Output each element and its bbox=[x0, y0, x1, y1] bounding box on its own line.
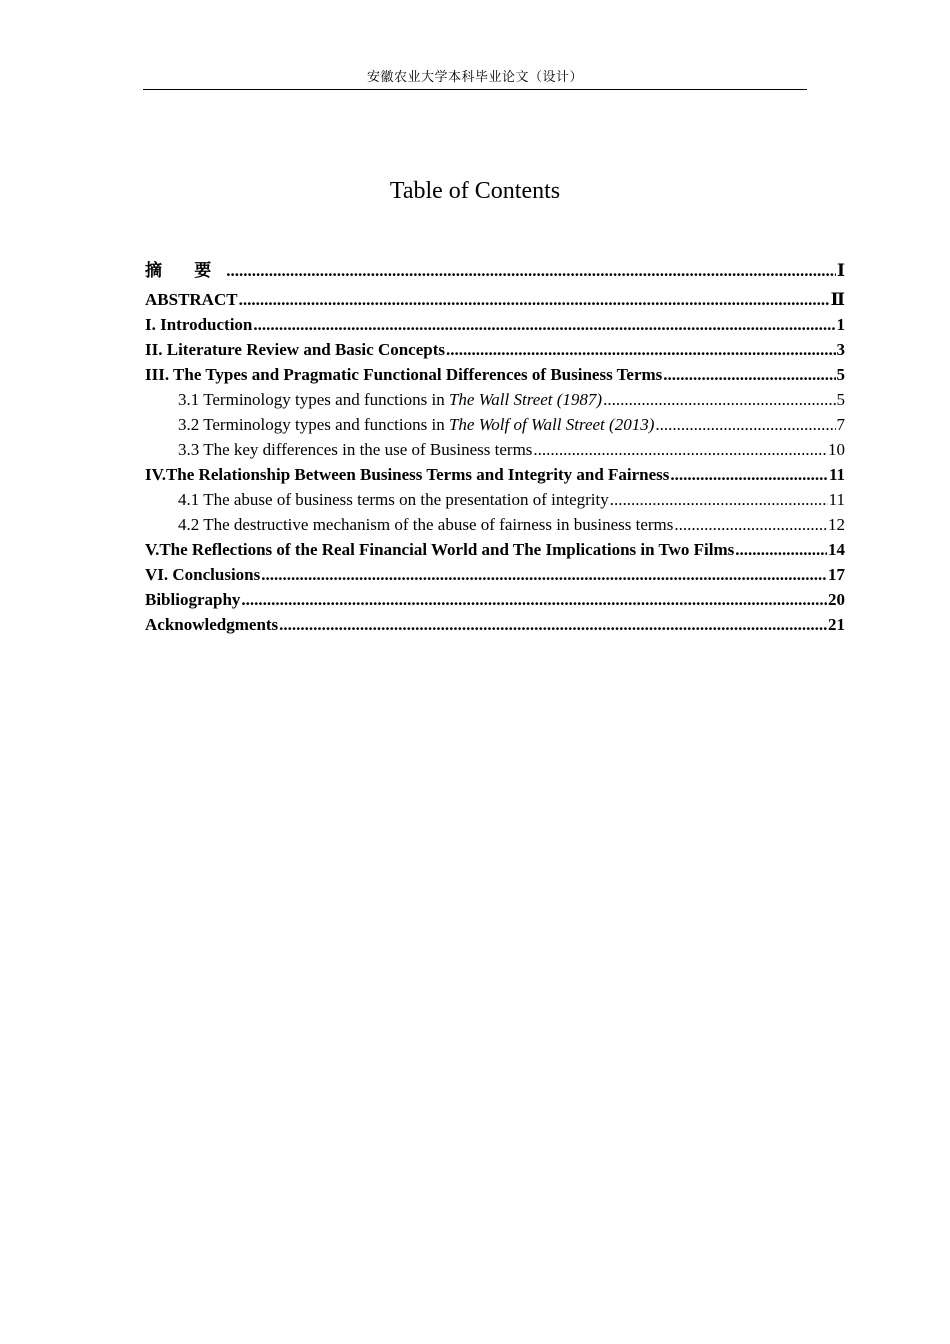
running-header: 安徽农业大学本科毕业论文（设计） bbox=[366, 69, 583, 84]
toc-entry-4-1[interactable] bbox=[145, 487, 845, 512]
toc-entry-page: 10 bbox=[828, 440, 845, 459]
toc-leader bbox=[663, 362, 835, 387]
toc-entry-page: 14 bbox=[828, 540, 845, 559]
table-of-contents bbox=[145, 255, 845, 637]
toc-entry-label: II. Literature Review and Basic Concepts bbox=[145, 340, 445, 359]
toc-leader bbox=[226, 255, 836, 287]
toc-entry-page: 7 bbox=[836, 415, 845, 434]
toc-leader bbox=[735, 537, 827, 562]
toc-leader bbox=[239, 287, 830, 312]
toc-entry-label: Bibliography bbox=[145, 590, 241, 609]
toc-entry-label: III. The Types and Pragmatic Functional Differences of Business Terms bbox=[145, 365, 663, 384]
toc-entry-label: 摘 要 bbox=[145, 261, 226, 280]
header-rule bbox=[143, 89, 807, 90]
toc-leader bbox=[279, 612, 827, 637]
toc-entry-bibliography[interactable] bbox=[145, 587, 845, 612]
toc-entry-label bbox=[178, 387, 602, 412]
toc-entry-page: 5 bbox=[836, 390, 845, 409]
toc-leader bbox=[655, 412, 835, 437]
toc-entry-film-title: The Wall Street (1987) bbox=[448, 390, 603, 409]
toc-leader bbox=[446, 337, 836, 362]
toc-leader bbox=[241, 587, 827, 612]
toc-leader bbox=[533, 437, 827, 462]
toc-entry-page: 12 bbox=[828, 515, 845, 534]
toc-entry-label: 4.1 The abuse of business terms on the presentation of integrity bbox=[178, 490, 609, 509]
toc-entry-3-3[interactable] bbox=[145, 437, 845, 462]
toc-entry-label: V.The Reflections of the Real Financial World and The Implications in Two Films bbox=[145, 540, 735, 559]
toc-entry-4-2[interactable] bbox=[145, 512, 845, 537]
toc-leader bbox=[603, 387, 835, 412]
toc-entry-film-title: The Wolf of Wall Street (2013) bbox=[448, 415, 655, 434]
toc-entry-label: I. Introduction bbox=[145, 315, 253, 334]
toc-entry-3-2[interactable] bbox=[145, 412, 845, 437]
toc-entry-conclusions[interactable] bbox=[145, 562, 845, 587]
toc-entry-3-1[interactable] bbox=[145, 387, 845, 412]
toc-entry-label: ABSTRACT bbox=[145, 290, 238, 309]
toc-entry-page: 3 bbox=[836, 340, 845, 359]
toc-entry-introduction[interactable] bbox=[145, 312, 845, 337]
toc-entry-chapter-4[interactable] bbox=[145, 462, 845, 487]
toc-entry-label: Acknowledgments bbox=[145, 615, 279, 634]
toc-entry-label: 4.2 The destructive mechanism of the abuse of fairness in business terms bbox=[178, 515, 674, 534]
page-title: Table of Contents bbox=[389, 178, 561, 204]
toc-leader bbox=[261, 562, 827, 587]
toc-entry-label: IV.The Relationship Between Business Terms and Integrity and Fairness bbox=[145, 465, 670, 484]
toc-entry-label bbox=[178, 412, 654, 437]
toc-leader bbox=[253, 312, 835, 337]
toc-entry-acknowledgments[interactable] bbox=[145, 612, 845, 637]
toc-entry-label-prefix: 3.2 Terminology types and functions in bbox=[178, 415, 449, 434]
toc-leader bbox=[670, 462, 828, 487]
toc-entry-page: 5 bbox=[836, 365, 845, 384]
toc-entry-page: 17 bbox=[828, 565, 845, 584]
toc-entry-page: Ⅰ bbox=[837, 261, 845, 280]
toc-entry-label: VI. Conclusions bbox=[145, 565, 261, 584]
toc-leader bbox=[674, 512, 827, 537]
toc-entry-page: 11 bbox=[828, 490, 845, 509]
toc-entry-abstract-cn[interactable] bbox=[145, 255, 845, 287]
toc-entry-page: 20 bbox=[828, 590, 845, 609]
toc-entry-literature-review[interactable] bbox=[145, 337, 845, 362]
toc-entry-page: 21 bbox=[828, 615, 845, 634]
toc-entry-abstract[interactable] bbox=[145, 287, 845, 312]
toc-entry-page: 1 bbox=[836, 315, 845, 334]
toc-entry-chapter-5[interactable] bbox=[145, 537, 845, 562]
toc-entry-label: 3.3 The key differences in the use of Business terms bbox=[178, 440, 533, 459]
toc-entry-page: 11 bbox=[828, 465, 845, 484]
toc-entry-page: Ⅱ bbox=[830, 290, 845, 309]
toc-entry-chapter-3[interactable] bbox=[145, 362, 845, 387]
toc-entry-label-prefix: 3.1 Terminology types and functions in bbox=[178, 390, 449, 409]
toc-leader bbox=[610, 487, 828, 512]
